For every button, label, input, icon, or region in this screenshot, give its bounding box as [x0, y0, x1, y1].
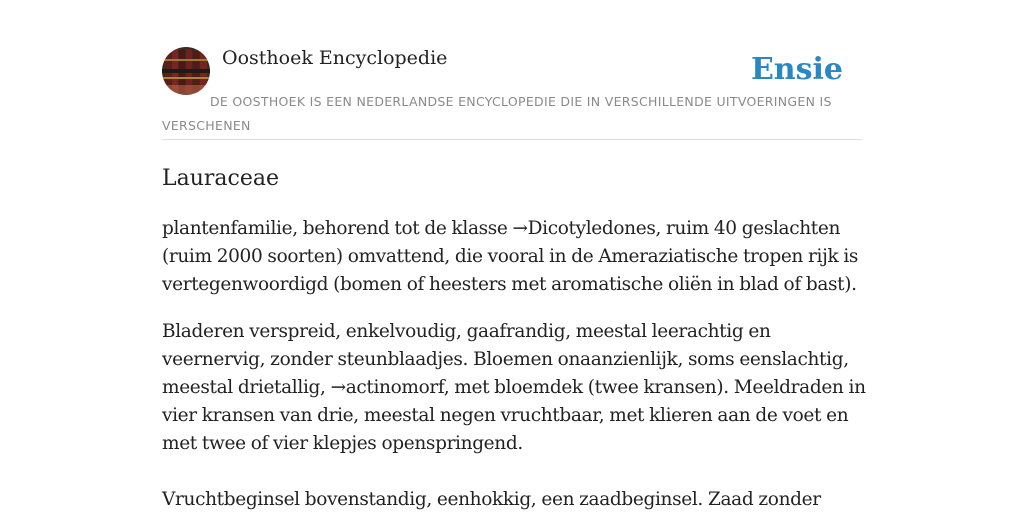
encyclopedia-books-avatar[interactable] — [162, 47, 210, 95]
article-title: Lauraceae — [162, 166, 280, 191]
ensie-logo[interactable]: Ensie — [750, 52, 843, 87]
article-paragraph-2: Bladeren verspreid, enkelvoudig, gaafrandig, meestal leerachtig en veernervig, zonder steunblaadjes. Bloemen onaanzienlijk, soms eenslachtig, meestal drietallig, →actinomorf, met bloemdek (twee kransen). Meeldraden in vier kransen van drie, meestal negen vruchtbaar, met klieren aan de voet en met twee of vier klepjes openspringend. — [162, 321, 866, 454]
site-header — [162, 46, 862, 140]
article — [162, 162, 872, 512]
article-paragraph-1: plantenfamilie, behorend tot de klasse →Dicotyledones, ruim 40 geslachten (ruim 2000 soorten) omvattend, die vooral in de Ameraziatische tropen rijk is vertegenwoordigd (bomen of heesters met aromatische oliën in blad of bast). — [162, 218, 859, 295]
site-name[interactable]: Oosthoek Encyclopedie — [222, 47, 448, 69]
article-paragraph-3: Vruchtbeginsel bovenstandig, eenhokkig, een zaadbeginsel. Zaad zonder — [162, 489, 821, 510]
site-tagline: DE OOSTHOEK IS EEN NEDERLANDSE ENCYCLOPEDIE DIE IN VERSCHILLENDE UITVOERINGEN IS VERSCHENEN — [162, 94, 832, 133]
